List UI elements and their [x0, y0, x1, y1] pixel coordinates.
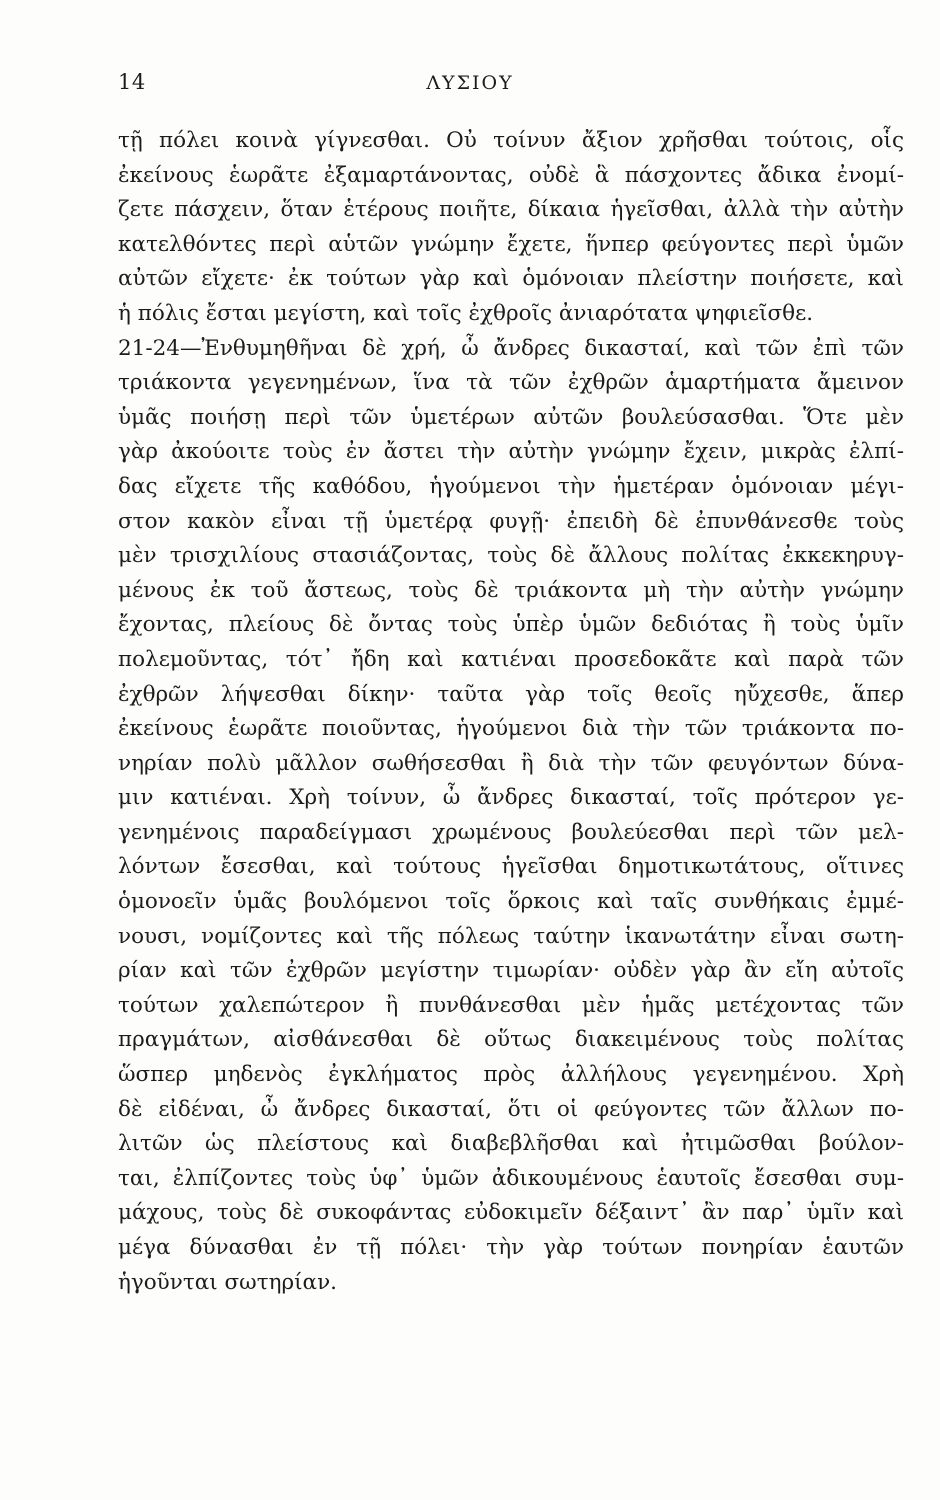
- text-line: δας εἴχετε τῆς καθόδου, ἡγούμενοι τὴν ἡμετέραν ὁμόνοιαν μέγι-: [118, 473, 904, 499]
- text-line: δὲ εἰδέναι, ὦ ἄνδρες δικασταί, ὅτι οἱ φεύγοντες τῶν ἄλλων πο-: [118, 1096, 904, 1122]
- text-line: λόντων ἔσεσθαι, καὶ τούτους ἡγεῖσθαι δημοτικωτάτους, οἵτινες: [118, 854, 904, 880]
- text-line: ἐχθρῶν λήψεσθαι δίκην· ταῦτα γὰρ τοῖς θεοῖς ηὔχεσθε, ἅπερ: [118, 681, 904, 707]
- text-line: μάχους, τοὺς δὲ συκοφάντας εὐδοκιμεῖν δέξαιντ᾽ ἂν παρ᾽ ὑμῖν καὶ: [118, 1200, 904, 1226]
- text-line: ὑμᾶς ποιήσῃ περὶ τῶν ὑμετέρων αὐτῶν βουλεύσασθαι. Ὅτε μὲν: [118, 404, 904, 430]
- text-line: 21-24—Ἐνθυμηθῆναι δὲ χρή, ὦ ἄνδρες δικασταί, καὶ τῶν ἐπὶ τῶν: [118, 335, 904, 361]
- text-line: τῇ πόλει κοινὰ γίγνεσθαι. Οὐ τοίνυν ἄξιον χρῆσθαι τούτοις, οἷς: [118, 128, 904, 153]
- text-line: αὐτῶν εἴχετε· ἐκ τούτων γὰρ καὶ ὁμόνοιαν πλείστην ποιήσετε, καὶ: [118, 266, 904, 292]
- text-line: ὥσπερ μηδενὸς ἐγκλήματος πρὸς ἀλλήλους γεγενημένου. Χρὴ: [118, 1062, 904, 1088]
- text-line: ἐκείνους ἑωρᾶτε ποιοῦντας, ἡγούμενοι διὰ τὴν τῶν τριάκοντα πο-: [118, 716, 904, 742]
- text-line: ται, ἐλπίζοντες τοὺς ὑφ᾽ ὑμῶν ἀδικουμένους ἑαυτοῖς ἔσεσθαι συμ-: [118, 1165, 904, 1191]
- text-line: ἐκείνους ἑωρᾶτε ἐξαμαρτάνοντας, οὐδὲ ἃ πάσχοντες ἄδικα ἐνομί-: [118, 162, 904, 188]
- text-line: γενημένοις παραδείγμασι χρωμένους βουλεύεσθαι περὶ τῶν μελ-: [118, 819, 904, 845]
- text-body: [118, 124, 904, 1300]
- text-line: τριάκοντα γεγενημένων, ἵνα τὰ τῶν ἐχθρῶν ἁμαρτήματα ἄμεινον: [118, 370, 904, 396]
- text-line: στον κακὸν εἶναι τῇ ὑμετέρᾳ φυγῇ· ἐπειδὴ δὲ ἐπυνθάνεσθε τοὺς: [118, 508, 904, 534]
- text-line: νουσι, νομίζοντες καὶ τῆς πόλεως ταύτην ἱκανωτάτην εἶναι σωτη-: [118, 923, 904, 949]
- text-line: κατελθόντες περὶ αὑτῶν γνώμην ἔχετε, ἥνπερ φεύγοντες περὶ ὑμῶν: [118, 231, 904, 257]
- running-head: ΛΥΣΙΟΥ: [426, 72, 514, 94]
- text-line: μὲν τρισχιλίους στασιάζοντας, τοὺς δὲ ἄλλους πολίτας ἐκκεκηρυγ-: [118, 543, 904, 569]
- text-line: ρίαν καὶ τῶν ἐχθρῶν μεγίστην τιμωρίαν· οὐδὲν γὰρ ἂν εἴη αὐτοῖς: [118, 958, 904, 984]
- text-line: μέγα δύνασθαι ἐν τῇ πόλει· τὴν γὰρ τούτων πονηρίαν ἑαυτῶν: [118, 1235, 904, 1260]
- text-line: ἡ πόλις ἔσται μεγίστη, καὶ τοῖς ἐχθροῖς ἀνιαρότατα ψηφιεῖσθε.: [118, 300, 814, 326]
- text-line: ζετε πάσχειν, ὅταν ἑτέρους ποιῆτε, δίκαια ἡγεῖσθαι, ἀλλὰ τὴν αὐτὴν: [118, 197, 904, 223]
- text-line: μένους ἐκ τοῦ ἄστεως, τοὺς δὲ τριάκοντα μὴ τὴν αὐτὴν γνώμην: [118, 577, 904, 603]
- text-line: τούτων χαλεπώτερον ἢ πυνθάνεσθαι μὲν ἡμᾶς μετέχοντας τῶν: [118, 992, 904, 1018]
- text-line: ἔχοντας, πλείους δὲ ὄντας τοὺς ὑπὲρ ὑμῶν δεδιότας ἢ τοὺς ὑμῖν: [118, 612, 904, 638]
- text-line: μιν κατιέναι. Χρὴ τοίνυν, ὦ ἄνδρες δικασταί, τοῖς πρότερον γε-: [118, 785, 904, 811]
- text-line: ὁμονοεῖν ὑμᾶς βουλόμενοι τοῖς ὅρκοις καὶ ταῖς συνθήκαις ἐμμέ-: [118, 889, 904, 915]
- text-line: πολεμοῦντας, τότ᾽ ἤδη καὶ κατιέναι προσεδοκᾶτε καὶ παρὰ τῶν: [118, 646, 904, 672]
- text-line: πραγμάτων, αἰσθάνεσθαι δὲ οὕτως διακειμένους τοὺς πολίτας: [118, 1027, 904, 1053]
- text-line: λιτῶν ὡς πλείστους καὶ διαβεβλῆσθαι καὶ ἠτιμῶσθαι βούλον-: [118, 1131, 904, 1157]
- text-line: νηρίαν πολὺ μᾶλλον σωθήσεσθαι ἢ διὰ τὴν τῶν φευγόντων δύνα-: [118, 750, 904, 776]
- text-line: ἡγοῦνται σωτηρίαν.: [118, 1269, 337, 1295]
- page-number: 14: [118, 70, 146, 94]
- text-line: γὰρ ἀκούοιτε τοὺς ἐν ἄστει τὴν αὐτὴν γνώμην ἔχειν, μικρὰς ἐλπί-: [118, 439, 904, 465]
